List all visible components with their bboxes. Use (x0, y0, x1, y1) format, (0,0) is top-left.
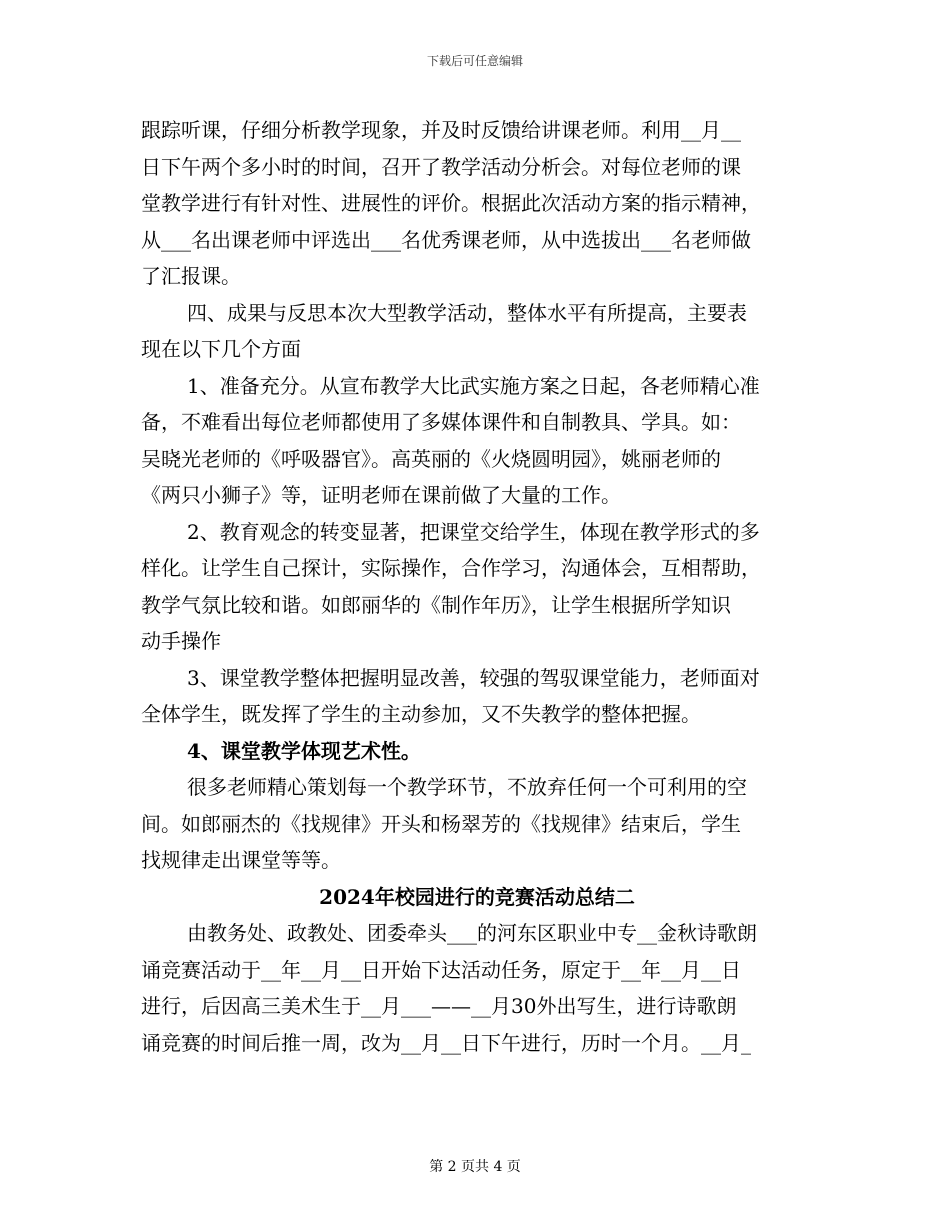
text-line: 进行，后因高三美术生于__月___——__月30外出写生，进行诗歌朗 (141, 994, 737, 1018)
text-line: 很多老师精心策划每一个教学环节，不放弃任何一个可利用的空 (187, 775, 747, 799)
text-line: 《两只小狮子》等，证明老师在课前做了大量的工作。 (141, 483, 621, 507)
text-line: 间。如郎丽杰的《找规律》开头和杨翠芳的《找规律》结束后，学生 (141, 811, 741, 836)
text-line: 四、成果与反思本次大型教学活动，整体水平有所提高，主要表 (187, 300, 747, 325)
text-line: 4、课堂教学体现艺术性。 (187, 738, 421, 763)
text-line: 样化。让学生自己探计，实际操作，合作学习，沟通体会，互相帮助， (141, 556, 761, 580)
text-line: 由教务处、政教处、团委牵头___的河东区职业中专__金秋诗歌朗 (187, 921, 757, 945)
section-title: 2024年校园进行的竞赛活动总结二 (319, 884, 635, 909)
text-line: 诵竞赛的时间后推一周，改为__月__日下午进行，历时一个月。__月_ (141, 1030, 751, 1055)
text-line: 跟踪听课，仔细分析教学现象，并及时反馈给讲课老师。利用__月__ (141, 118, 741, 142)
text-line: 现在以下几个方面 (141, 337, 301, 361)
text-line: 全体学生，既发挥了学生的主动参加，又不失教学的整体把握。 (141, 702, 701, 726)
text-line: 找规律走出课堂等等。 (141, 848, 341, 872)
text-line: 了汇报课。 (141, 264, 241, 288)
text-line: 教学气氛比较和谐。如郎丽华的《制作年历》，让学生根据所学知识 (141, 592, 731, 617)
text-line: 3、课堂教学整体把握明显改善，较强的驾驭课堂能力，老师面对 (187, 665, 760, 690)
text-line: 日下午两个多小时的时间，召开了教学活动分析会。对每位老师的课 (141, 154, 741, 179)
page-header: 下载后可任意编辑 (426, 54, 523, 68)
text-line: 堂教学进行有针对性、进展性的评价。根据此次活动方案的指示精神， (141, 191, 761, 215)
text-line: 动手操作 (141, 629, 221, 653)
text-line: 从___名出课老师中评选出___名优秀课老师，从中选拔出___名老师做 (141, 227, 751, 252)
text-line: 2、教育观念的转变显著，把课堂交给学生，体现在教学形式的多 (187, 519, 760, 544)
text-line: 吴晓光老师的《呼吸器官》。高英丽的《火烧圆明园》，姚丽老师的 (141, 446, 721, 471)
document-body (141, 112, 813, 1061)
text-line: 诵竞赛活动于__年__月__日开始下达活动任务，原定于__年__月__日 (141, 957, 741, 982)
text-line: 1、准备充分。从宣布教学大比武实施方案之日起，各老师精心准 (187, 373, 760, 398)
page-footer: 第 2 页共 4 页 (429, 1159, 521, 1175)
text-line: 备，不难看出每位老师都使用了多媒体课件和自制教具、学具。如： (141, 410, 741, 434)
